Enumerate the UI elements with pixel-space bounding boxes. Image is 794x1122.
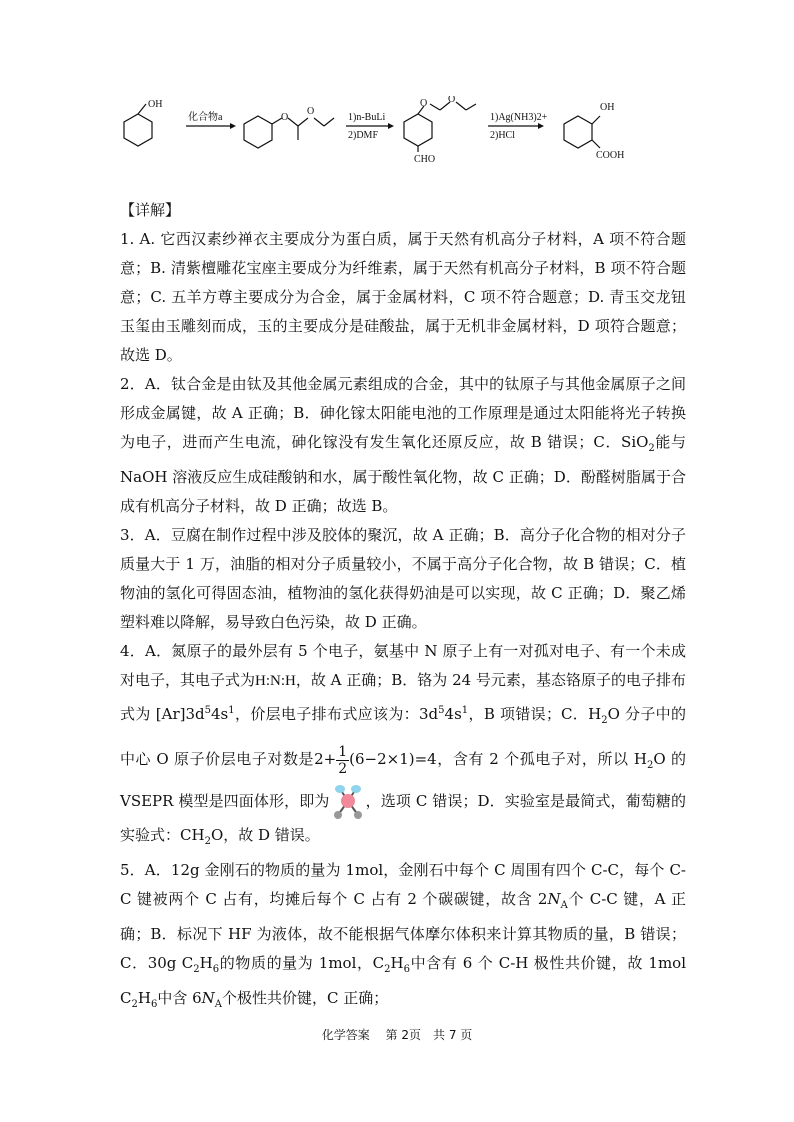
fraction-half: $\frac{1}{2}$ [338,743,348,777]
answer-3: 3．A．豆腐在制作过程中涉及胶体的聚沉，故 A 正确；B．高分子化合物的相对分子质量大于 1 万，油脂的相对分子质量较小，不属于高分子化合物，故 B 错误；C．植物油的氢化可得固态油，植物油的氢化获得奶油是可以实现，故 C 正确；D．聚乙烯塑料难以降解，易导致白色污染，故 D 正确。 [120,526,686,631]
answer-5: 5．A．12g 金刚石的物质的量为 1mol，金刚石中每个 C 周围有四个 C-C，每个 C-C 键被两个 C 占有，均摊后每个 C 占有 2 个碳碳键，故含 $2N_A$个 C-C 键，A 正确；B．标况下 HF 为液体，故不能根据气体摩尔体积来计算其物质的量，B 错误；C．30g $C_2H_6$的物质的量为 1mol，$C_2H_6$中含有 6 个 C-H 极性共价键，故 1mol $C_2H_6$中含 $6N_A$个极性共价键，C 正确； [120,861,687,1010]
o-label-2: O [307,106,315,117]
reagent-1: 化合物a [188,112,223,123]
answer-1: 1. A. 它西汉素纱禅衣主要成分为蛋白质，属于天然有机高分子材料，A 项不符合题意；B. 清紫檀雕花宝座主要成分为纤维素，属于天然有机高分子材料，B 项不符合题意；C. 五羊方尊主要成分为合金，属于金属材料，C 项不符合题意；D. 青玉交龙钮玉玺由玉雕刻而成，玉的主要成分是硅酸盐，属于无机非金属材料，D 项符合题意；故选 D。 [120,230,686,364]
reagent-2a: 1)n-BuLi [348,112,386,123]
aldehyde-structure [404,102,476,152]
cooh-label: COOH [596,150,625,161]
reagent-3a: 1)Ag(NH3)2+ [490,112,548,123]
cho-label: CHO [414,154,436,165]
page-footer: 化学答案 第 2页 共 7 页 [321,1028,473,1042]
reagent-2b: 2)DMF [348,130,379,141]
section-heading: 【详解】 [120,201,181,219]
reaction-scheme [118,96,658,166]
answer-2: 2．A．钛合金是由钛及其他金属元素组成的合金，其中的钛原子与其他金属原子之间形成金属键，故 A 正确；B．砷化镓太阳能电池的工作原理是通过太阳能将光子转换为电子，进而产生电流，砷化镓没有发生氧化还原反应，故 B 错误；C．SiO$_2$能与 NaOH 溶液反应生成硅酸钠和水，属于酸性氧化物，故 C 正确；D．酚醛树脂属于合成有机高分子材料，故 D 正确；故选 B。 [120,375,686,515]
o-label-3: O [420,98,428,109]
acetal-ether-structure [244,116,334,148]
salicylic-acid-structure [564,116,600,148]
phenol-structure [124,104,152,146]
amino-lewis-structure: H:N:H [255,673,296,689]
oh-label-2: OH [600,102,615,113]
water-vsepr-model-icon [330,783,366,821]
oh-label-1: OH [148,99,163,110]
o-label-1: O [281,112,289,123]
answer-4: 4．A．氮原子的最外层有 5 个电子，氨基中 N 原子上有一对孤对电子、有一个未成对电子，其电子式为H:N:H，故 A 正确；B．铬为 24 号元素，基态铬原子的电子排布式为 $[Ar]3d^54s^1$，价层电子排布式应该为：$3d^54s^1$，B 项错误；C．$H_2O$ 分子中的中心 O 原子价层电子对数是2+ $\frac{1}{2}$ (6−2×1)=4，含有 2 个孤电子对，所以 $H_2O$ 的 VSEPR 模型是四面体形，即为 ，选项 C 错误；D．实验室是最简式，葡萄糖的实验式：$CH_2O$，故 D 错误。 [120,642,686,847]
reagent-3b: 2)HCl [490,130,515,141]
o-label-4: O [448,96,456,105]
answer-content [120,196,686,1019]
